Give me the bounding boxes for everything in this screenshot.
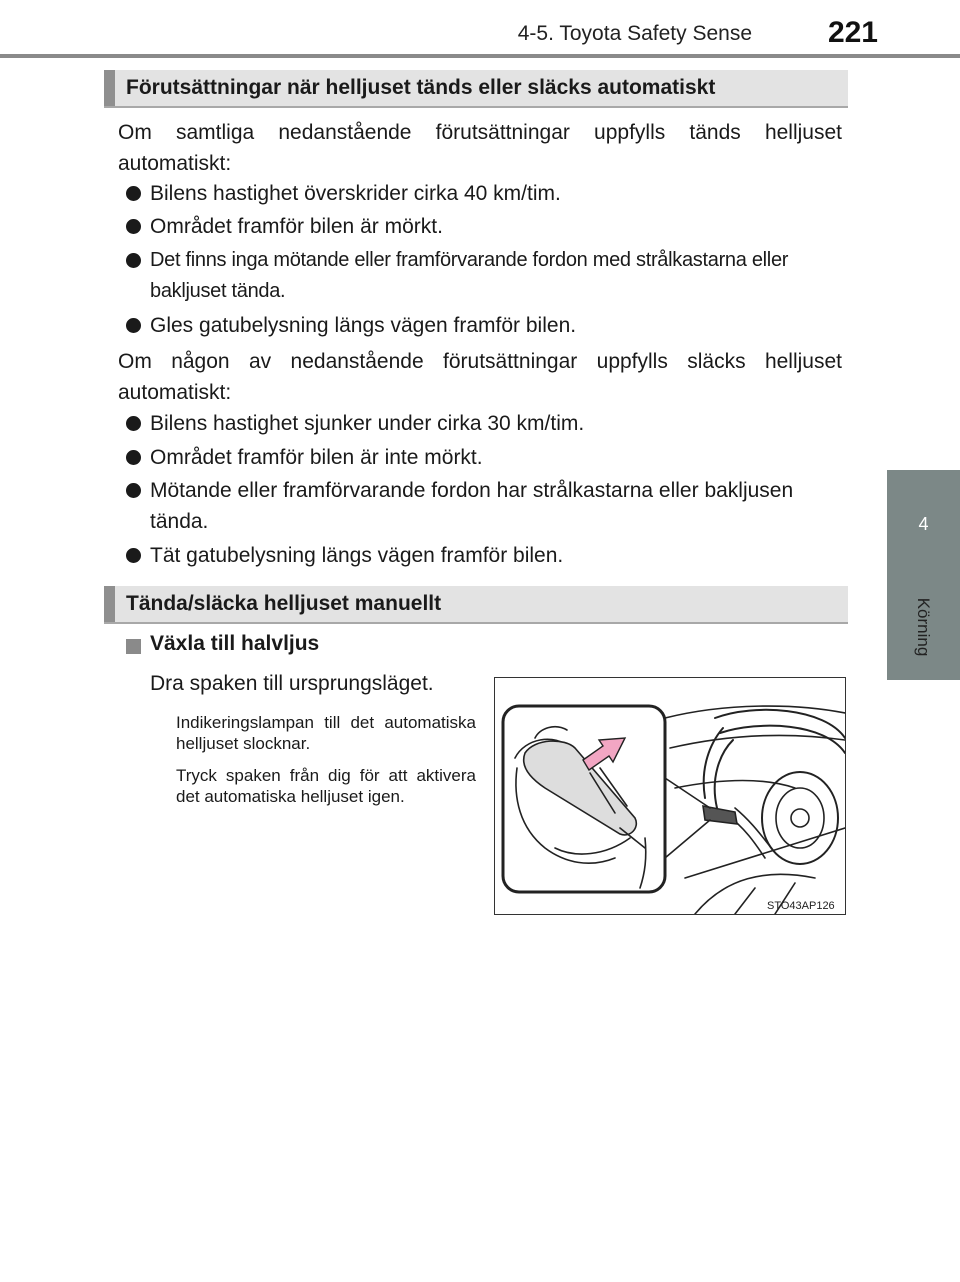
page-header <box>0 0 960 60</box>
section-heading-manual <box>104 586 848 624</box>
note-text: Indikeringslampan till det automatiska helljuset slocknar. <box>176 713 476 753</box>
list-item-text: Bilens hastighet sjunker under cirka 30 km/tim. <box>150 412 585 435</box>
chapter-title-text: Körning <box>914 597 933 657</box>
illustration-code: STO43AP126 <box>767 900 835 912</box>
list-item-text: Området framför bilen är inte mörkt. <box>150 446 483 469</box>
lever-illustration-drawing <box>495 678 845 914</box>
bullet-icon <box>126 318 141 333</box>
section-marker <box>104 70 115 106</box>
list-item <box>124 442 842 473</box>
list-item-text: Området framför bilen är mörkt. <box>150 215 443 238</box>
intro-off-paragraph: Om någon av nedanstående förutsättningar uppfylls släcks helljuset automatiskt: <box>118 350 842 404</box>
header-rule <box>0 54 960 58</box>
list-item <box>124 310 842 341</box>
bullet-icon <box>126 450 141 465</box>
chapter-title <box>893 582 953 672</box>
list-item <box>124 245 842 307</box>
subheading <box>124 632 319 656</box>
intro-on-paragraph: Om samtliga nedanstående förutsättningar uppfylls tänds helljuset automatiskt: <box>118 121 842 175</box>
bullet-icon <box>126 416 141 431</box>
list-item <box>124 475 842 537</box>
section-title: Tända/släcka helljuset manuellt <box>126 592 442 615</box>
list-item-text: Det finns inga mötande eller framförvarande fordon med strålkastarna eller bakljuset tända. <box>150 249 789 302</box>
header-section-title: 4-5. Toyota Safety Sense <box>517 22 752 45</box>
square-bullet-icon <box>126 639 141 654</box>
instruction-text: Dra spaken till ursprungsläget. <box>150 672 434 695</box>
note-text: Tryck spaken från dig för att aktivera det automatiska helljuset igen. <box>176 766 476 806</box>
section-marker <box>104 586 115 622</box>
bullet-icon <box>126 186 141 201</box>
list-item-text: Bilens hastighet överskrider cirka 40 km/tim. <box>150 182 561 205</box>
bullet-icon <box>126 548 141 563</box>
list-item-text: Gles gatubelysning längs vägen framför bilen. <box>150 314 577 337</box>
list-item <box>124 211 842 242</box>
section-heading-auto-conditions <box>104 70 848 108</box>
list-item <box>124 178 842 209</box>
list-item <box>124 540 842 571</box>
list-item <box>124 408 842 439</box>
section-title: Förutsättningar när helljuset tänds eller släcks automatiskt <box>126 76 716 99</box>
bullet-icon <box>126 219 141 234</box>
subheading-text: Växla till halvljus <box>150 632 320 655</box>
bullet-icon <box>126 253 141 268</box>
page-number: 221 <box>827 16 878 49</box>
lever-illustration <box>494 677 846 915</box>
bullet-icon <box>126 483 141 498</box>
list-item-text: Mötande eller framförvarande fordon har strålkastarna eller bakljusen tända. <box>150 479 794 533</box>
list-item-text: Tät gatubelysning längs vägen framför bilen. <box>150 544 564 567</box>
chapter-number: 4 <box>918 514 929 534</box>
